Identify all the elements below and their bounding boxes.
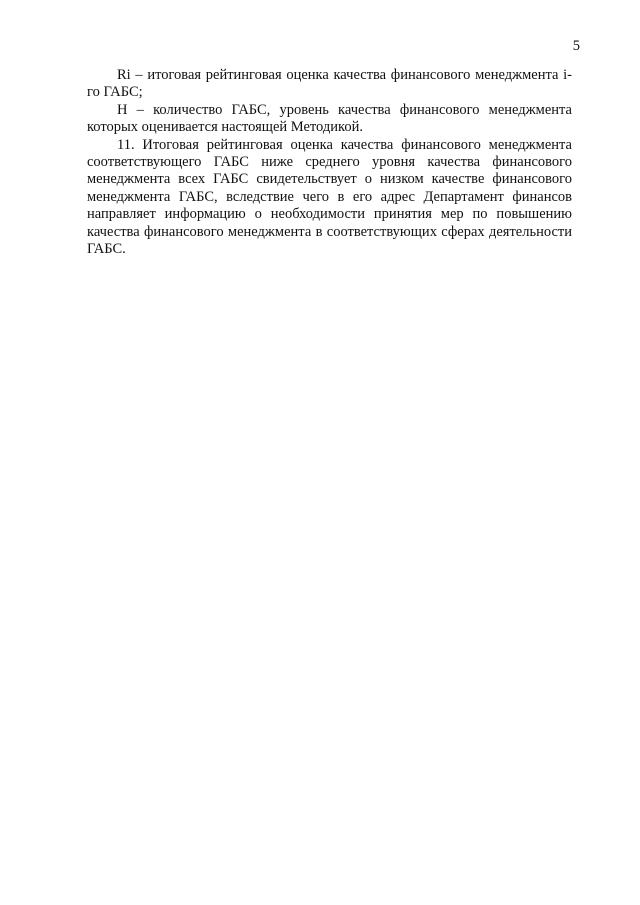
paragraph-n-definition: Н – количество ГАБС, уровень качества финансового менеджмента которых оценивается настоящей Методикой. — [87, 101, 572, 136]
document-body — [87, 67, 572, 258]
page-number: 5 — [572, 38, 580, 54]
paragraph-ri-definition: Ri – итоговая рейтинговая оценка качества финансового менеджмента i-го ГАБС; — [87, 67, 572, 101]
paragraph-item-11: 11. Итоговая рейтинговая оценка качества финансового менеджмента соответствующего ГАБС ниже среднего уровня качества финансового менеджмента всех ГАБС свидетельствует о низком качестве финансового менеджмента ГАБС, вследствие чего в его адрес Департамент финансов направляет информацию о необходимости принятия мер по повышению качества финансового менеджмента в соответствующих сферах деятельности ГАБС. — [87, 136, 572, 258]
